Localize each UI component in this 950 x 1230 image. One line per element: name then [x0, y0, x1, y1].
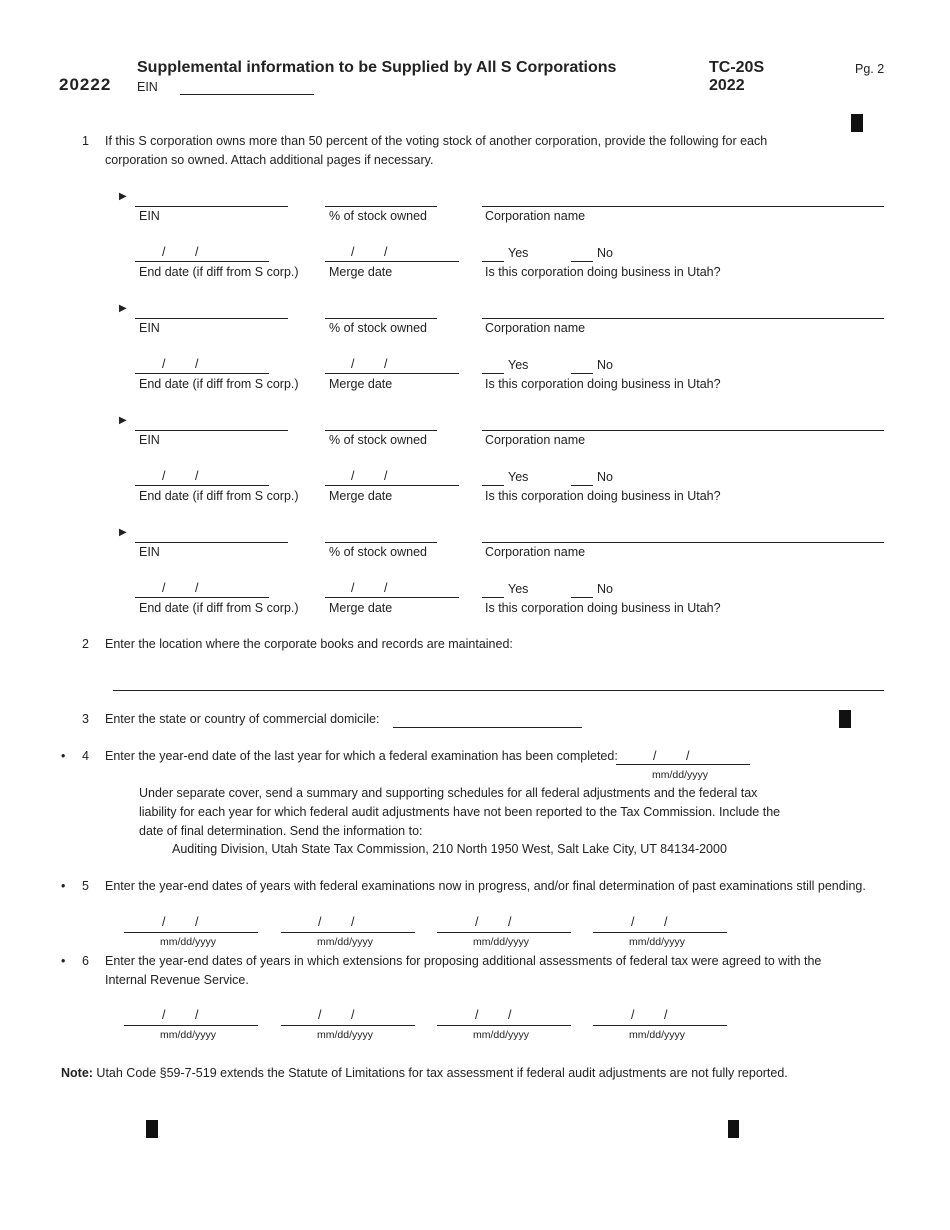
- end-date-field[interactable]: [135, 485, 269, 486]
- form-name: TC-20S: [709, 59, 765, 76]
- registration-mark: [728, 1120, 739, 1138]
- date-format-hint: mm/dd/yyyy: [317, 936, 374, 948]
- corporation-name-field[interactable]: [482, 542, 884, 543]
- q1-text-line1: If this S corporation owns more than 50 percent of the voting stock of another corporation, provide the following for each: [105, 134, 768, 148]
- end-date-label: End date (if diff from S corp.): [139, 489, 299, 503]
- yes-checkbox-line[interactable]: [482, 597, 504, 598]
- merge-date-field[interactable]: [325, 597, 459, 598]
- note-text: Utah Code §59-7-519 extends the Statute of Limitations for tax assessment if federal audit adjustments are not fully reported.: [92, 1066, 788, 1080]
- date-separator: /: [162, 1008, 166, 1022]
- q4-number: 4: [82, 749, 89, 763]
- date-separator: /: [195, 469, 199, 483]
- no-label: No: [597, 246, 613, 260]
- date-separator: /: [351, 581, 355, 595]
- q3-number: 3: [82, 712, 89, 726]
- stock-owned-field[interactable]: [325, 206, 437, 207]
- date-separator: /: [351, 1008, 355, 1022]
- q6-bullet: •: [61, 954, 66, 968]
- no-checkbox-line[interactable]: [571, 373, 593, 374]
- last-exam-date-field[interactable]: [616, 764, 750, 765]
- date-separator: /: [508, 915, 512, 929]
- form-code: 20222: [59, 75, 112, 94]
- q4-bullet: •: [61, 749, 66, 763]
- ein-label: EIN: [139, 209, 160, 223]
- registration-mark: [146, 1120, 158, 1138]
- yes-label: Yes: [508, 582, 529, 596]
- q4-paragraph-line3: date of final determination. Send the information to:: [139, 824, 423, 838]
- no-label: No: [597, 470, 613, 484]
- q2-text: Enter the location where the corporate books and records are maintained:: [105, 637, 513, 651]
- page-number: Pg. 2: [855, 62, 885, 76]
- exam-date-field[interactable]: [593, 932, 727, 933]
- ein-field[interactable]: [135, 430, 288, 431]
- merge-date-label: Merge date: [329, 265, 393, 279]
- q1-number: 1: [82, 134, 89, 148]
- stock-owned-field[interactable]: [325, 318, 437, 319]
- registration-mark: [851, 114, 863, 132]
- date-separator: /: [162, 915, 166, 929]
- date-separator: /: [195, 581, 199, 595]
- ein-label: EIN: [139, 321, 160, 335]
- arrow-icon: ▶: [119, 527, 127, 538]
- doing-business-label: Is this corporation doing business in Utah?: [485, 489, 721, 503]
- q5-bullet: •: [61, 879, 66, 893]
- date-separator: /: [631, 915, 635, 929]
- q4-paragraph-line1: Under separate cover, send a summary and supporting schedules for all federal adjustments and the federal tax: [139, 786, 758, 800]
- yes-checkbox-line[interactable]: [482, 373, 504, 374]
- merge-date-label: Merge date: [329, 601, 393, 615]
- q5-number: 5: [82, 879, 89, 893]
- exam-date-field[interactable]: [124, 932, 258, 933]
- extension-date-field[interactable]: [593, 1025, 727, 1026]
- end-date-label: End date (if diff from S corp.): [139, 377, 299, 391]
- date-separator: /: [384, 245, 388, 259]
- end-date-field[interactable]: [135, 373, 269, 374]
- arrow-icon: ▶: [119, 415, 127, 426]
- arrow-icon: ▶: [119, 303, 127, 314]
- merge-date-label: Merge date: [329, 377, 393, 391]
- ein-field[interactable]: [135, 206, 288, 207]
- note-label: Note:: [61, 1066, 93, 1080]
- no-label: No: [597, 358, 613, 372]
- corporation-name-label: Corporation name: [485, 321, 586, 335]
- q6-text-line1: Enter the year-end dates of years in which extensions for proposing additional assessments of federal tax were agreed to with the: [105, 954, 822, 968]
- doing-business-label: Is this corporation doing business in Utah?: [485, 377, 721, 391]
- books-location-field[interactable]: [113, 690, 884, 691]
- date-separator: /: [664, 1008, 668, 1022]
- stock-owned-label: % of stock owned: [329, 433, 427, 447]
- stock-owned-field[interactable]: [325, 430, 437, 431]
- date-separator: /: [508, 1008, 512, 1022]
- end-date-field[interactable]: [135, 261, 269, 262]
- header-ein-field[interactable]: [180, 94, 314, 95]
- corporation-name-field[interactable]: [482, 318, 884, 319]
- date-separator: /: [318, 915, 322, 929]
- q3-text: Enter the state or country of commercial domicile:: [105, 712, 380, 726]
- date-separator: /: [351, 357, 355, 371]
- date-separator: /: [384, 581, 388, 595]
- date-separator: /: [384, 357, 388, 371]
- date-separator: /: [195, 357, 199, 371]
- doing-business-label: Is this corporation doing business in Utah?: [485, 601, 721, 615]
- date-separator: /: [686, 749, 690, 763]
- corporation-name-field[interactable]: [482, 206, 884, 207]
- q4-text: Enter the year-end date of the last year for which a federal examination has been completed:: [105, 749, 618, 763]
- q6-number: 6: [82, 954, 89, 968]
- ein-field[interactable]: [135, 318, 288, 319]
- ein-label: EIN: [139, 433, 160, 447]
- page-title: Supplemental information to be Supplied by All S Corporations: [137, 59, 617, 76]
- extension-date-field[interactable]: [437, 1025, 571, 1026]
- merge-date-field[interactable]: [325, 373, 459, 374]
- mailing-address: Auditing Division, Utah State Tax Commission, 210 North 1950 West, Salt Lake City, UT 84134-2000: [172, 842, 727, 856]
- yes-label: Yes: [508, 358, 529, 372]
- date-format-hint: mm/dd/yyyy: [473, 1029, 530, 1041]
- no-checkbox-line[interactable]: [571, 597, 593, 598]
- stock-owned-label: % of stock owned: [329, 545, 427, 559]
- end-date-label: End date (if diff from S corp.): [139, 265, 299, 279]
- exam-date-field[interactable]: [281, 932, 415, 933]
- date-format-hint: mm/dd/yyyy: [629, 936, 686, 948]
- date-separator: /: [631, 1008, 635, 1022]
- stock-owned-field[interactable]: [325, 542, 437, 543]
- date-separator: /: [653, 749, 657, 763]
- footnote: [61, 1066, 788, 1080]
- date-separator: /: [475, 1008, 479, 1022]
- corporation-name-field[interactable]: [482, 430, 884, 431]
- corporation-name-label: Corporation name: [485, 433, 586, 447]
- extension-date-field[interactable]: [124, 1025, 258, 1026]
- corporation-name-label: Corporation name: [485, 545, 586, 559]
- doing-business-label: Is this corporation doing business in Utah?: [485, 265, 721, 279]
- q5-text: Enter the year-end dates of years with federal examinations now in progress, and/or final determination of past examinations still pending.: [105, 879, 866, 893]
- yes-label: Yes: [508, 246, 529, 260]
- date-separator: /: [351, 245, 355, 259]
- registration-mark: [839, 710, 851, 728]
- date-format-hint: mm/dd/yyyy: [317, 1029, 374, 1041]
- q4-paragraph-line2: liability for each year for which federal audit adjustments have not been reported to the Tax Commission. Include the: [139, 805, 781, 819]
- date-separator: /: [195, 915, 199, 929]
- date-format-hint: mm/dd/yyyy: [652, 769, 709, 781]
- date-separator: /: [162, 581, 166, 595]
- date-format-hint: mm/dd/yyyy: [629, 1029, 686, 1041]
- date-separator: /: [351, 915, 355, 929]
- end-date-label: End date (if diff from S corp.): [139, 601, 299, 615]
- q2-number: 2: [82, 637, 89, 651]
- date-separator: /: [162, 245, 166, 259]
- date-separator: /: [162, 357, 166, 371]
- date-separator: /: [195, 245, 199, 259]
- arrow-icon: ▶: [119, 191, 127, 202]
- ein-field[interactable]: [135, 542, 288, 543]
- no-checkbox-line[interactable]: [571, 261, 593, 262]
- no-label: No: [597, 582, 613, 596]
- yes-checkbox-line[interactable]: [482, 485, 504, 486]
- yes-checkbox-line[interactable]: [482, 261, 504, 262]
- form-year: 2022: [709, 77, 745, 94]
- merge-date-field[interactable]: [325, 261, 459, 262]
- extension-date-field[interactable]: [281, 1025, 415, 1026]
- date-format-hint: mm/dd/yyyy: [473, 936, 530, 948]
- exam-date-field[interactable]: [437, 932, 571, 933]
- corporation-name-label: Corporation name: [485, 209, 586, 223]
- date-separator: /: [351, 469, 355, 483]
- header-ein-label: EIN: [137, 80, 158, 94]
- end-date-field[interactable]: [135, 597, 269, 598]
- merge-date-field[interactable]: [325, 485, 459, 486]
- date-separator: /: [384, 469, 388, 483]
- stock-owned-label: % of stock owned: [329, 321, 427, 335]
- q6-text-line2: Internal Revenue Service.: [105, 973, 249, 987]
- ein-label: EIN: [139, 545, 160, 559]
- date-separator: /: [664, 915, 668, 929]
- q1-text-line2: corporation so owned. Attach additional pages if necessary.: [105, 153, 434, 167]
- date-format-hint: mm/dd/yyyy: [160, 936, 217, 948]
- date-separator: /: [162, 469, 166, 483]
- date-format-hint: mm/dd/yyyy: [160, 1029, 217, 1041]
- date-separator: /: [195, 1008, 199, 1022]
- date-separator: /: [475, 915, 479, 929]
- stock-owned-label: % of stock owned: [329, 209, 427, 223]
- domicile-field[interactable]: [393, 727, 582, 728]
- no-checkbox-line[interactable]: [571, 485, 593, 486]
- yes-label: Yes: [508, 470, 529, 484]
- date-separator: /: [318, 1008, 322, 1022]
- merge-date-label: Merge date: [329, 489, 393, 503]
